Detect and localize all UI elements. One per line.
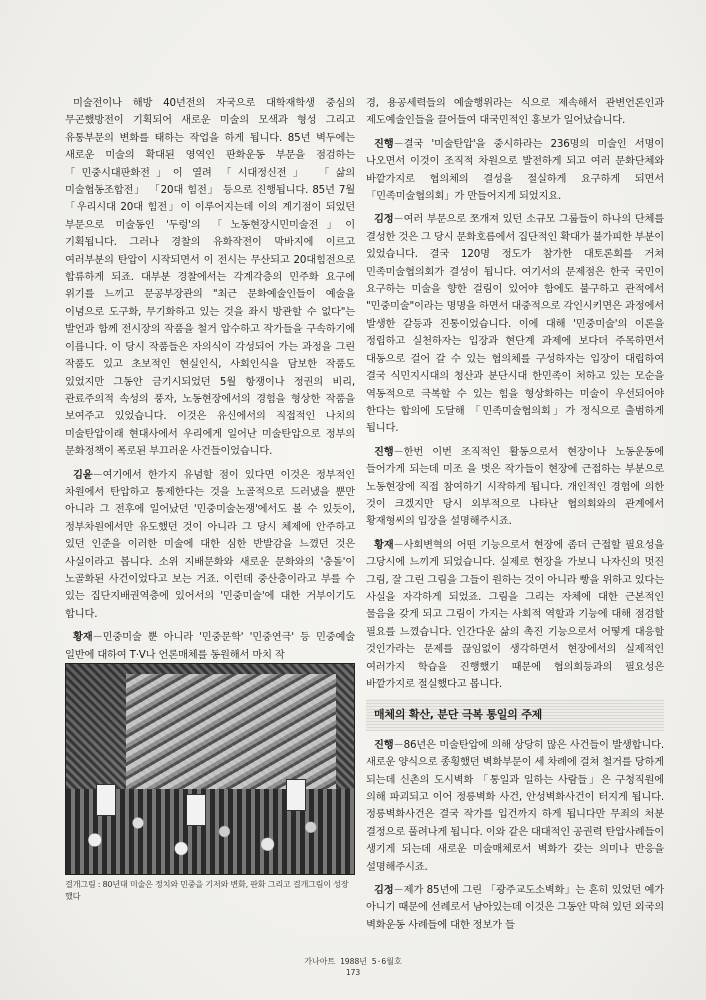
left-column <box>65 95 355 670</box>
paragraph-text: －한번 이번 조직적인 활동으로서 현장이나 노동운동에 들어가게 되는데 미조 을 벗은 작가들이 현장에 근접하는 부분으로 노동현장에 직접 참여하기 시작하게 됩니다. 개인적인 경험에 의한 것이 크겠지만 당시 외부적으로 나타난 협의회와의 관계에서 황재형씨의 입장을 설명해주시죠. <box>366 445 664 528</box>
footer-source: 가나아트 1988년 5·6월호 <box>304 957 402 966</box>
paragraph <box>65 629 355 664</box>
flag-icon <box>286 779 306 811</box>
flag-icon <box>186 794 206 826</box>
paragraph <box>65 467 355 624</box>
paragraph: 미술전이나 해방 40년전의 자국으로 대학재학생 중심의 무곤했방전이 기획되어 새로운 미술의 모색과 형성 그리고 유통부문의 변화를 태하는 작업을 하게 됩니다. 85년 벽두에는 새로운 미술의 확대된 영역인 판화운동 부문을 점검하는 「민중시대판화전」이 열려 「시대정신전」 「삶의 미술협동조합전」 「20대 힘전」 등으로 진행됩니다. 85년 7월 「우리시대 20대 힘전」이 이루어지는데 이의 계기점이 되었던 부문으로 미술동인 '두렁'의 「노동현장시민미술전」이 기획됩니다. 그러나 경찰의 유화작전이 막바지에 이르고 여러부분의 탄압이 시작되면서 이 전시는 무산되고 20대힘전으로 합류하게 되죠. 대부분 경찰에서는 각계각층의 민주화 요구에 위기를 느끼고 문공부장관의 "최근 문화예술인들이 예술을 이념으로 도구화, 무기화하고 있는 것을 좌시 방관할 수 없다"는 발언과 함께 전시장의 작품을 철거 압수하고 작가들을 구속하기에 이릅니다. 이 당시 작품들은 자의식이 각성되어 가는 과정을 그린 작품도 있고 초보적인 현실인식, 사회인식을 담보한 작품도 있었지만 그동안 금기시되었던 5월 항쟁이나 정권의 비리, 관료주의적 속성의 풍자, 노동현장에서의 경험을 형상한 작품을 보여주고 있었습니다. 이것은 유신에서의 직접적인 나치의 미술탄압이래 현대사에서 우리에게 일어난 미술탄압으로 정부의 문화정책이 폭로된 부끄러운 사건들이었습니다. <box>65 97 355 458</box>
speaker-name: 진행 <box>374 137 394 150</box>
speaker-name: 황재 <box>73 631 93 644</box>
page-footer <box>0 956 706 977</box>
paragraph-text: －제가 85년에 그린 「광주교도소벽화」는 흔히 있었던 예가 아니기 때문에 선례로서 남아있는데 이것은 그동안 막혀 있던 외국의 벽화운동 사례들에 대한 정보가 들 <box>366 884 664 931</box>
speaker-name: 김윤 <box>73 468 93 481</box>
paragraph <box>366 737 664 876</box>
right-column <box>366 95 664 940</box>
speaker-name: 김정 <box>374 213 394 226</box>
section-heading: 매체의 확산, 분단 극복 통일의 주제 <box>366 699 664 730</box>
paragraph: 경, 용공세력들의 예술행위라는 식으로 제속해서 관변언론인과 제도예술인들을 끌어들여 대국민적인 홍보가 일어났습니다. <box>366 97 664 127</box>
paragraph-text: －여기에서 한가지 유념할 점이 있다면 이것은 정부적인 차원에서 탄압하고 통제한다는 것을 노골적으로 드러냈을 뿐만 아니라 그 전후에 일어났던 '민중미술논쟁'에서도 볼 수 있듯이, 정부차원에서만 유도했던 것이 아니라 그 당시 체제에 안주하고 있던 인준을 이러한 미술에 대한 심한 반발감을 느꼈던 것은 사실이라고 봅니다. 소위 지배문화와 새로운 문화와의 '충돌'이 노골화된 사건이었다고 보는 거죠. 이런데 중산층이라고 부를 수 있는 집단지배권역층에 있어서의 '민중미술'에 대한 거부이기도 합니다. <box>65 468 355 620</box>
paragraph-text: －86년은 미술탄압에 의해 상당히 많은 사건들이 발생합니다. 새로운 양식으로 종횡했던 벽화부문이 세 차례에 걸쳐 철거를 당하게 되는데 신촌의 도시벽화 「통일과 일하는 사람들」은 구청직원에 의해 파괴되고 이어 정릉벽화 사건, 안성벽화사건이 터지게 됩니다. 정릉벽화사건은 결국 작가를 입건까지 하게 됩니다만 무죄의 처분 결정으로 풀려나게 됩니다. 이와 같은 대대적인 공권력 탄압사례들이 생기게 되는데 새로운 미술매체로서 벽화가 갖는 의미나 반응을 설명해주시죠. <box>366 738 664 873</box>
banner-painting <box>126 674 336 794</box>
speaker-name: 진행 <box>374 738 394 751</box>
paragraph <box>366 211 664 437</box>
speaker-name: 진행 <box>374 445 394 458</box>
paragraph <box>366 882 664 934</box>
photo-figure <box>65 663 353 901</box>
paragraph <box>366 444 664 531</box>
speaker-name: 황재 <box>374 538 394 551</box>
photo-image <box>65 663 355 875</box>
photo-caption: 걸개그림 : 80년대 미술은 정치와 민중을 기저와 변화, 판화 그리고 걸개그림이 성장했다 <box>65 879 349 901</box>
paragraph-text: －민중미술 뿐 아니라 '민중문학' '민중연극' 등 민중예술 일반에 대하여 T·V나 언론매체를 동원해서 마치 작 <box>65 631 355 661</box>
paragraph-text: －사회변혁의 어떤 기능으로서 현장에 좀더 근접할 필요성을 그당시에 느끼게 되었습니다. 실제로 현장을 가보니 나자신의 멋진 그림, 잘 그린 그림을 그들이 원하는 것이 아니라 빵을 위하고 있다는 사실을 자각하게 되었죠. 그림을 그리는 자체에 대한 근본적인 물음을 갖게 되고 그림이 가지는 사회적 역할과 기능에 대해 점검할 필요를 느꼈습니다. 인간다운 삶의 촉진 기능으로서 어떻게 대응할 것인가라는 문제를 끊임없이 생각하면서 현장에서의 실제적인 여러가지 학습을 진행했기 때문에 협의회등과의 필요성은 바깥가지로 절실했다고 봅니다. <box>366 538 664 690</box>
paragraph-text: －결국 '미술탄압'을 중시하라는 236명의 미술인 서명이 나오면서 이것이 조직적 차원으로 발전하게 되고 여러 문화단체와 바깥가지로 협의체의 결성을 절실하게 요구하게 되면서 「민족미술협의회」가 만들어지게 되었지요. <box>366 137 664 203</box>
speaker-name: 김정 <box>374 884 394 897</box>
paragraph <box>366 537 664 694</box>
page-number: 173 <box>345 968 361 977</box>
paragraph <box>366 136 664 206</box>
flag-icon <box>96 784 116 816</box>
paragraph-text: －여러 부문으로 쪼개져 있던 소규모 그룹들이 하나의 단체를 결성한 것은 그 당시 문화호름에서 집단적인 확대가 불가피한 부분이 있었습니다. 결국 120명 정도가 참가한 대토론회를 거쳐 민족미술협의회가 결성이 됩니다. 여기서의 문제점은 한국 국민이 요구하는 미술을 향한 걸림이 있어야 함에도 불구하고 관적에서 "민중미술"이라는 명명을 하면서 대중적으로 각인시키면은 과정에서 발생한 갈등과 진통이었습니다. 이에 대해 '민중미술'의 이론을 정립하고 실천하자는 입장과 현단계 과제에 보다더 주목하면서 대동으로 걸어 갈 수 있는 협의체를 구성하자는 입장이 대립하여 결국 식민지시대의 청산과 분단시대 한민족이 처하고 있는 모순을 역동적으로 극복할 수 있는 힘을 형상화하는 미술이 우선되어야 한다는 합의에 도달해 「민족미술협의회」가 정식으로 출범하게 됩니다. <box>366 213 664 435</box>
